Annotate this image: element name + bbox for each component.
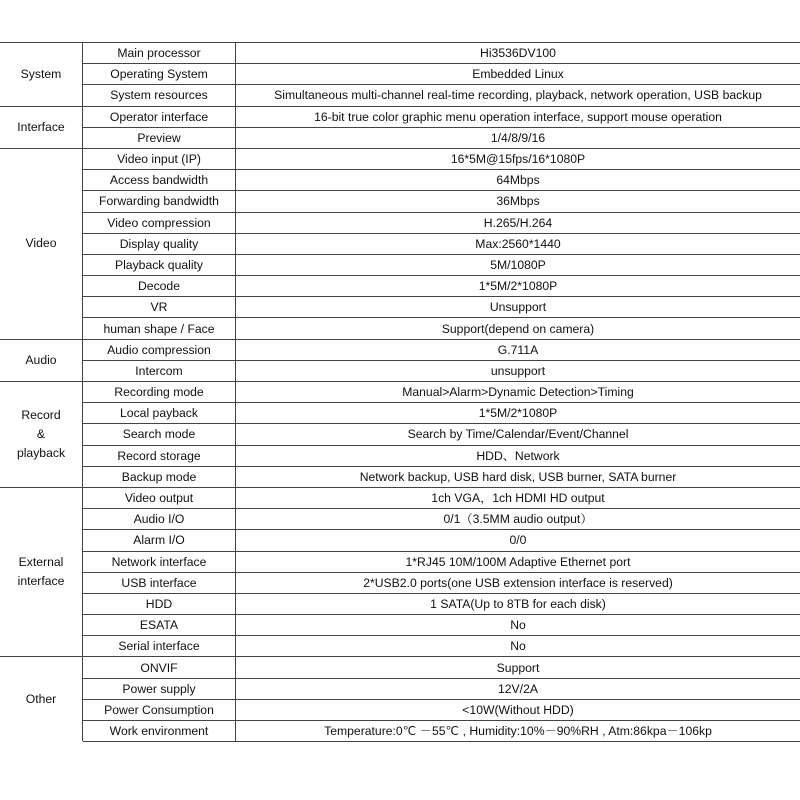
spec-value: 0/0	[236, 530, 800, 551]
spec-row	[0, 721, 800, 742]
spec-row	[0, 678, 800, 699]
spec-label: Audio I/O	[83, 509, 236, 530]
spec-label: Intercom	[83, 360, 236, 381]
category-label: Other	[25, 691, 57, 706]
spec-label: System resources	[83, 85, 236, 106]
spec-value: unsupport	[236, 360, 800, 381]
spec-label: VR	[83, 297, 236, 318]
spec-row	[0, 403, 800, 424]
spec-value: <10W(Without HDD)	[236, 699, 800, 720]
spec-label: Operator interface	[83, 106, 236, 127]
spec-row	[0, 106, 800, 127]
spec-row	[0, 360, 800, 381]
spec-label: Preview	[83, 127, 236, 148]
spec-value: Max:2560*1440	[236, 233, 800, 254]
category-label: &	[36, 426, 46, 441]
spec-row	[0, 339, 800, 360]
spec-value: 12V/2A	[236, 678, 800, 699]
spec-row	[0, 148, 800, 169]
spec-table	[0, 42, 800, 742]
spec-value: 16-bit true color graphic menu operation interface, support mouse operation	[236, 106, 800, 127]
spec-label: human shape / Face	[83, 318, 236, 339]
spec-value: Support(depend on camera)	[236, 318, 800, 339]
spec-label: Decode	[83, 276, 236, 297]
spec-label: Forwarding bandwidth	[83, 191, 236, 212]
spec-value: 0/1（3.5MM audio output）	[236, 509, 800, 530]
spec-label: Recording mode	[83, 382, 236, 403]
spec-value: Manual>Alarm>Dynamic Detection>Timing	[236, 382, 800, 403]
category-label: playback	[16, 445, 66, 460]
spec-label: Operating System	[83, 64, 236, 85]
spec-row	[0, 509, 800, 530]
category-label: Record	[21, 407, 61, 422]
spec-value: HDD、Network	[236, 445, 800, 466]
spec-label: USB interface	[83, 572, 236, 593]
spec-label: Main processor	[83, 43, 236, 64]
spec-label: Record storage	[83, 445, 236, 466]
spec-label: Audio compression	[83, 339, 236, 360]
spec-row	[0, 424, 800, 445]
spec-value: 5M/1080P	[236, 254, 800, 275]
spec-label: Backup mode	[83, 466, 236, 487]
spec-value: Embedded Linux	[236, 64, 800, 85]
spec-value: 1*RJ45 10M/100M Adaptive Ethernet port	[236, 551, 800, 572]
spec-row	[0, 170, 800, 191]
spec-label: Serial interface	[83, 636, 236, 657]
spec-row	[0, 657, 800, 678]
section-category	[0, 487, 83, 657]
spec-row	[0, 254, 800, 275]
spec-row	[0, 487, 800, 508]
spec-value: Temperature:0℃ －55℃ , Humidity:10%－90%RH , Atm:86kpa－106kp	[236, 721, 800, 742]
spec-row	[0, 530, 800, 551]
spec-row	[0, 593, 800, 614]
spec-label: Power Consumption	[83, 699, 236, 720]
spec-row	[0, 636, 800, 657]
section-category	[0, 657, 83, 742]
spec-row	[0, 233, 800, 254]
spec-row	[0, 466, 800, 487]
spec-row	[0, 572, 800, 593]
spec-label: Playback quality	[83, 254, 236, 275]
spec-row	[0, 127, 800, 148]
spec-value: 1*5M/2*1080P	[236, 403, 800, 424]
spec-value: 1/4/8/9/16	[236, 127, 800, 148]
spec-label: Video output	[83, 487, 236, 508]
spec-label: Access bandwidth	[83, 170, 236, 191]
spec-label: Local payback	[83, 403, 236, 424]
spec-label: Video input (IP)	[83, 148, 236, 169]
spec-value: No	[236, 636, 800, 657]
spec-value: Network backup, USB hard disk, USB burner, SATA burner	[236, 466, 800, 487]
spec-value: G.711A	[236, 339, 800, 360]
spec-value: 2*USB2.0 ports(one USB extension interface is reserved)	[236, 572, 800, 593]
spec-value: H.265/H.264	[236, 212, 800, 233]
spec-label: Network interface	[83, 551, 236, 572]
spec-label: Search mode	[83, 424, 236, 445]
category-label: Audio	[25, 352, 57, 367]
section-category	[0, 382, 83, 488]
spec-label: HDD	[83, 593, 236, 614]
spec-row	[0, 551, 800, 572]
category-label: System	[20, 66, 62, 81]
spec-label: Display quality	[83, 233, 236, 254]
spec-row	[0, 212, 800, 233]
spec-value: 1ch VGA，1ch HDMI HD output	[236, 487, 800, 508]
spec-value: Hi3536DV100	[236, 43, 800, 64]
spec-row	[0, 85, 800, 106]
spec-value: Search by Time/Calendar/Event/Channel	[236, 424, 800, 445]
spec-label: ESATA	[83, 615, 236, 636]
spec-value: 16*5M@15fps/16*1080P	[236, 148, 800, 169]
spec-label: ONVIF	[83, 657, 236, 678]
spec-value: No	[236, 615, 800, 636]
spec-row	[0, 43, 800, 64]
category-label: External	[18, 555, 64, 570]
spec-value: 1*5M/2*1080P	[236, 276, 800, 297]
spec-row	[0, 699, 800, 720]
spec-value: 1 SATA(Up to 8TB for each disk)	[236, 593, 800, 614]
category-label: Video	[25, 236, 57, 251]
spec-value: Unsupport	[236, 297, 800, 318]
category-label: interface	[17, 574, 65, 589]
spec-label: Power supply	[83, 678, 236, 699]
spec-label: Video compression	[83, 212, 236, 233]
spec-row	[0, 445, 800, 466]
spec-row	[0, 64, 800, 85]
spec-row	[0, 297, 800, 318]
section-category	[0, 106, 83, 148]
spec-row	[0, 318, 800, 339]
spec-value: 64Mbps	[236, 170, 800, 191]
spec-label: Alarm I/O	[83, 530, 236, 551]
spec-row	[0, 276, 800, 297]
spec-value: 36Mbps	[236, 191, 800, 212]
section-category	[0, 148, 83, 339]
category-label: Interface	[17, 119, 65, 134]
spec-row	[0, 382, 800, 403]
spec-label: Work environment	[83, 721, 236, 742]
spec-row	[0, 191, 800, 212]
spec-value: Support	[236, 657, 800, 678]
section-category	[0, 339, 83, 381]
section-category	[0, 43, 83, 107]
spec-row	[0, 615, 800, 636]
spec-value: Simultaneous multi-channel real-time recording, playback, network operation, USB backup	[236, 85, 800, 106]
